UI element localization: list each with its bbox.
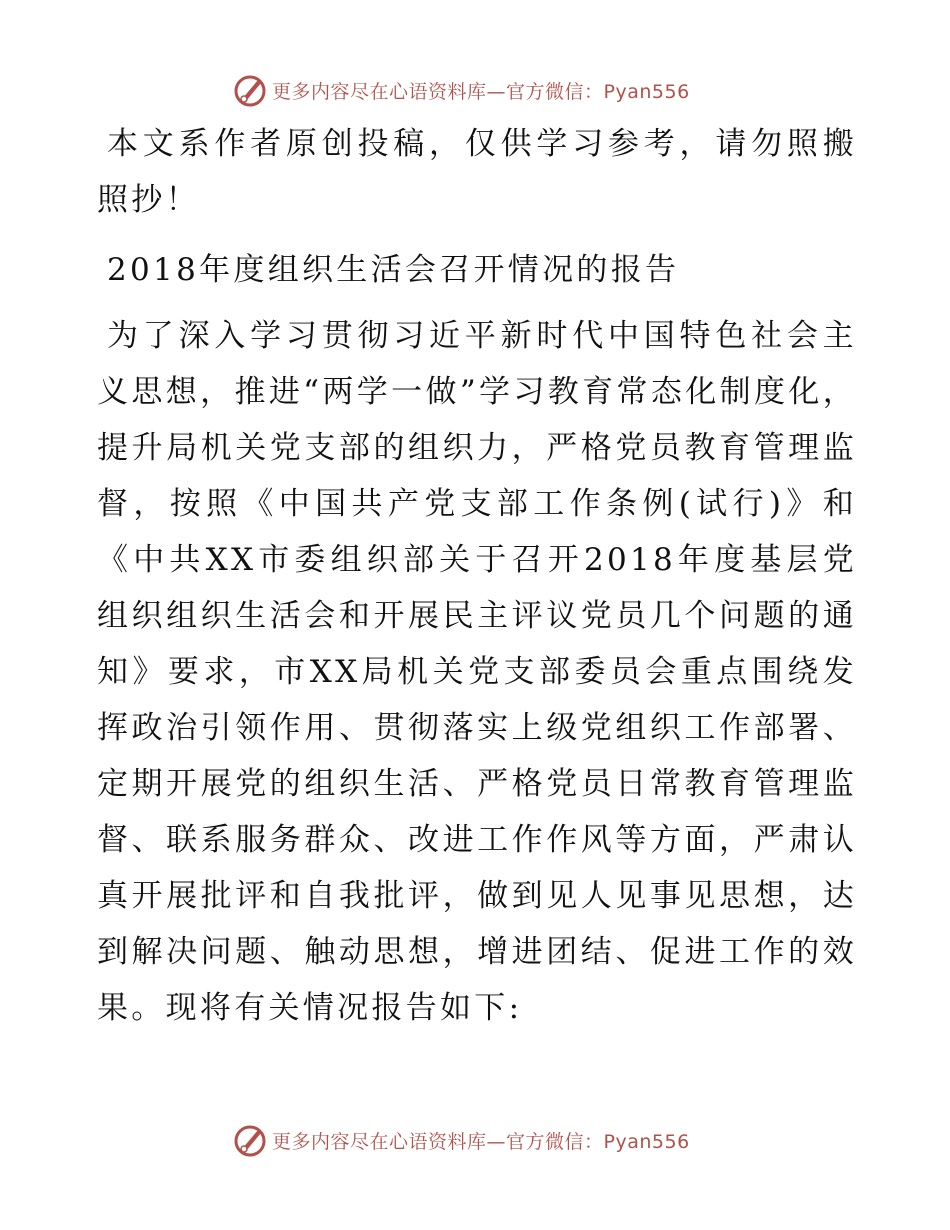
document-body bbox=[97, 116, 857, 1036]
footer-banner bbox=[232, 1120, 690, 1160]
notice-paragraph: 本文系作者原创投稿，仅供学习参考，请勿照搬照抄！ bbox=[97, 126, 857, 218]
banner-text: 更多内容尽在心语资料库—官方微信：Pyan556 bbox=[272, 80, 690, 103]
header-banner bbox=[232, 70, 690, 110]
banner-text: 更多内容尽在心语资料库—官方微信：Pyan556 bbox=[272, 1130, 690, 1153]
quill-logo-icon bbox=[232, 72, 268, 108]
body-paragraph: 为了深入学习贯彻习近平新时代中国特色社会主义思想，推进“两学一做”学习教育常态化制度化，提升局机关党支部的组织力，严格党员教育管理监督，按照《中国共产党支部工作条例(试行)》和《中共XX市委组织部关于召开2018年度基层党组织组织生活会和开展民主评议党员几个问题的通知》要求，市XX局机关党支部委员会重点围绕发挥政治引领作用、贯彻落实上级党组织工作部署、定期开展党的组织生活、严格党员日常教育管理监督、联系服务群众、改进工作作风等方面，严肃认真开展批评和自我批评，做到见人见事见思想，达到解决问题、触动思想，增进团结、促进工作的效果。现将有关情况报告如下: bbox=[97, 318, 857, 1026]
quill-logo-icon bbox=[232, 1122, 268, 1158]
document-title: 2018年度组织生活会召开情况的报告 bbox=[107, 252, 680, 288]
